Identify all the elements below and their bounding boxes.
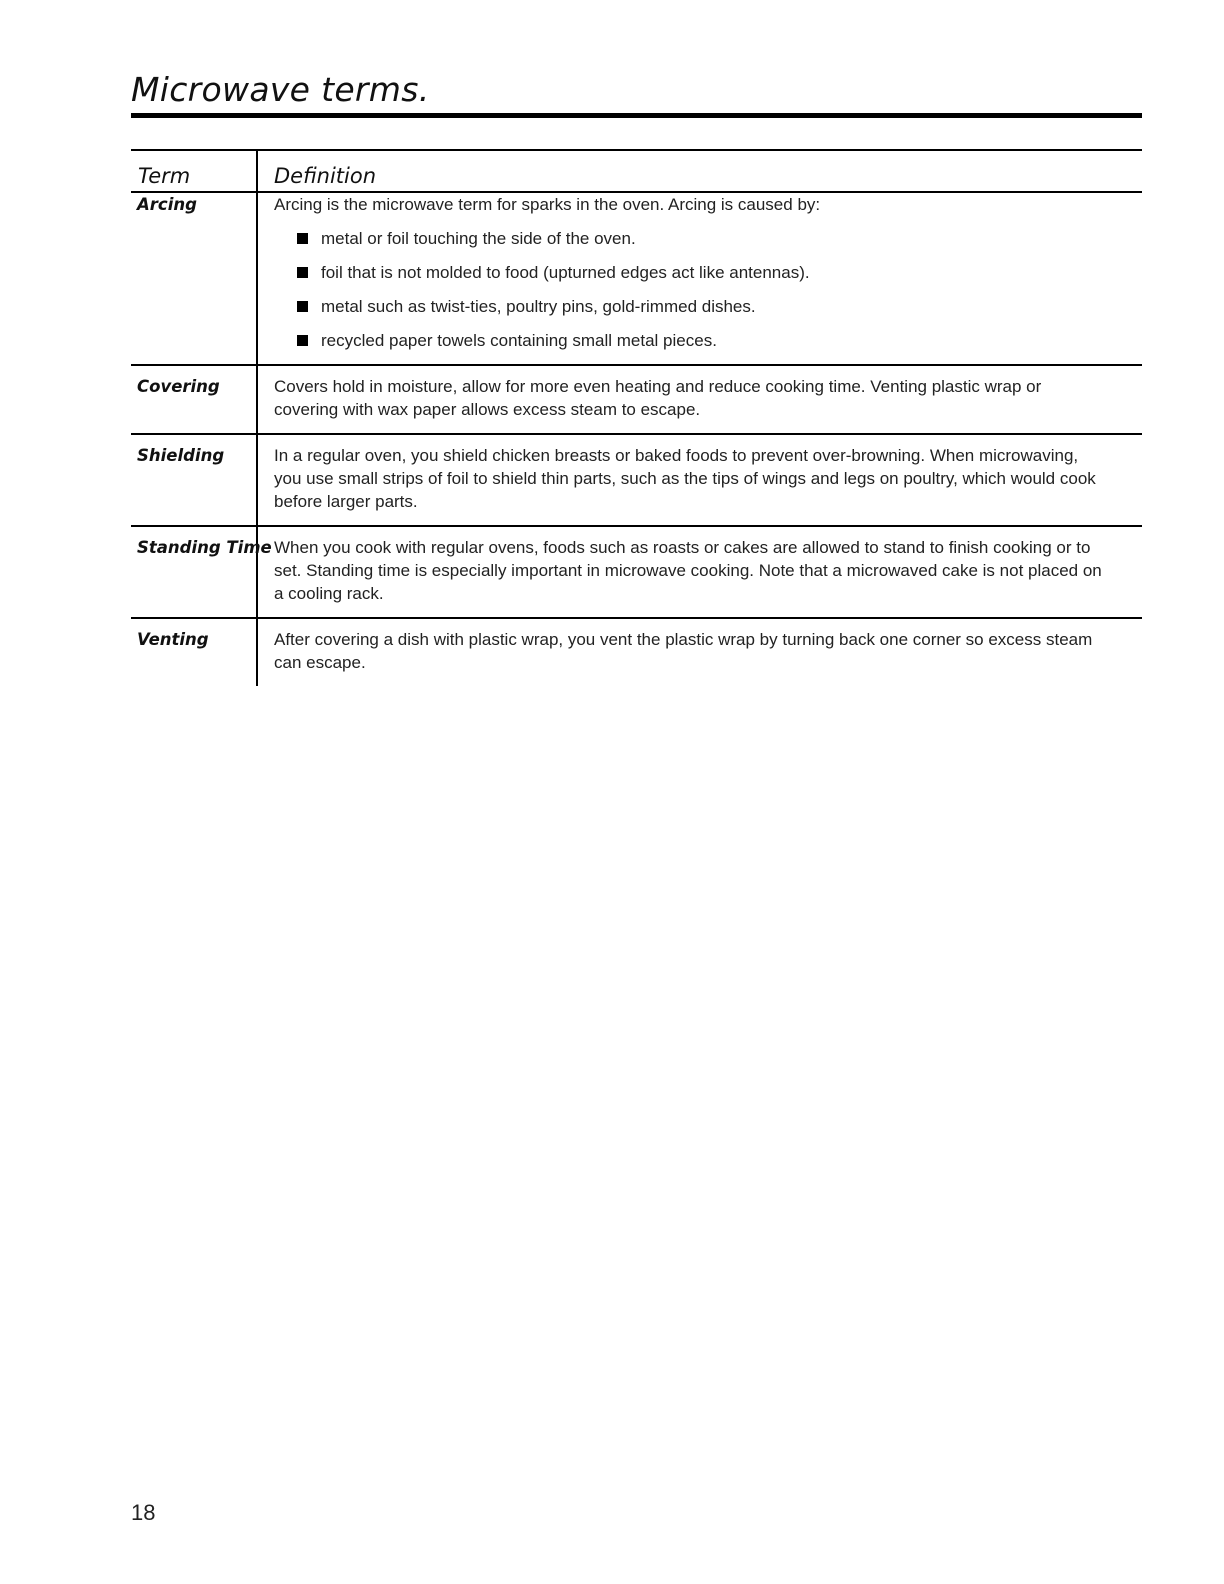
definition-covering: Covers hold in moisture, allow for more even heating and reduce cooking time. Venting plastic wrap or covering with wax paper allows excess steam to escape. — [257, 365, 1142, 434]
bullet-list — [274, 227, 1102, 352]
page-title: Microwave terms. — [131, 70, 430, 109]
term-arcing: Arcing — [131, 192, 257, 365]
list-item — [297, 329, 1102, 352]
bullet-text: foil that is not molded to food (upturned edges act like antennas). — [321, 263, 810, 282]
table-row — [131, 365, 1142, 434]
bullet-text: metal or foil touching the side of the oven. — [321, 229, 636, 248]
table-header-row — [131, 150, 1142, 192]
table-row — [131, 526, 1142, 618]
table-row — [131, 192, 1142, 365]
table-row — [131, 434, 1142, 526]
square-bullet-icon — [297, 335, 308, 346]
definition-text: Arcing is the microwave term for sparks in the oven. Arcing is caused by: — [274, 195, 821, 214]
term-shielding: Shielding — [131, 434, 257, 526]
list-item — [297, 227, 1102, 250]
title-rule — [131, 113, 1142, 118]
definition-venting: After covering a dish with plastic wrap, you vent the plastic wrap by turning back one corner so excess steam can escape. — [257, 618, 1142, 686]
definition-column-header: Definition — [257, 150, 1142, 192]
term-covering: Covering — [131, 365, 257, 434]
term-column-header: Term — [131, 150, 257, 192]
bullet-text: recycled paper towels containing small metal pieces. — [321, 331, 717, 350]
page-number: 18 — [131, 1500, 156, 1525]
terms-table — [131, 149, 1142, 686]
square-bullet-icon — [297, 267, 308, 278]
bullet-text: metal such as twist-ties, poultry pins, gold-rimmed dishes. — [321, 297, 756, 316]
list-item — [297, 295, 1102, 318]
table-row — [131, 618, 1142, 686]
term-venting: Venting — [137, 630, 209, 649]
definition-arcing — [257, 192, 1142, 365]
square-bullet-icon — [297, 233, 308, 244]
definition-standing-time: When you cook with regular ovens, foods such as roasts or cakes are allowed to stand to finish cooking or to set. Standing time is especially important in microwave cooking. Note that a microwaved cake is not placed on a cooling rack. — [257, 526, 1142, 618]
definition-shielding: In a regular oven, you shield chicken breasts or baked foods to prevent over-browning. When microwaving, you use small strips of foil to shield thin parts, such as the tips of wings and legs on poultry, which would cook before larger parts. — [257, 434, 1142, 526]
square-bullet-icon — [297, 301, 308, 312]
term-standing-time: Standing Time — [131, 526, 257, 618]
list-item — [297, 261, 1102, 284]
